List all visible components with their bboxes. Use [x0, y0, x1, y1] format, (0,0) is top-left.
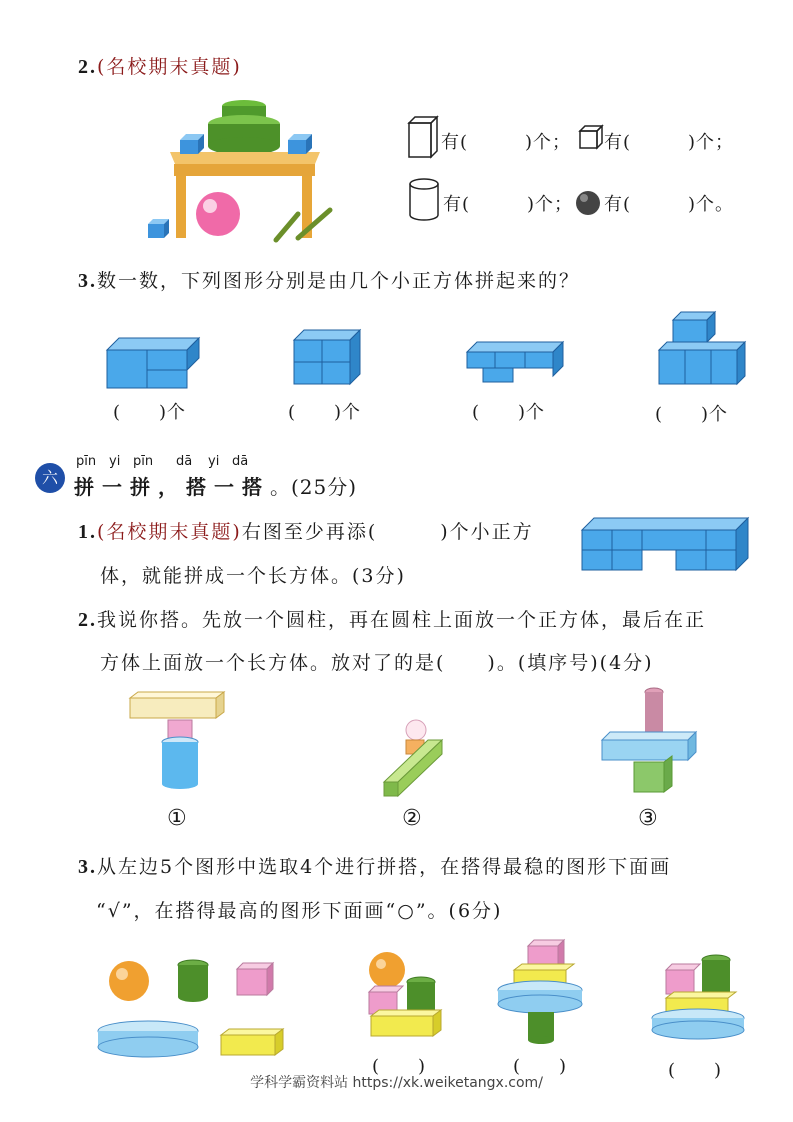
footer-watermark: 学科学霸资料站 https://xk.weiketangx.com/ — [250, 1075, 543, 1091]
pinyin-5: yi — [208, 454, 220, 469]
pinyin-1: pīn — [76, 454, 97, 469]
table-illustration — [140, 92, 340, 252]
s6q1-line1 — [78, 517, 534, 544]
q3-number: 3. — [78, 270, 97, 292]
pinyin-4: dā — [176, 454, 193, 469]
stack-b — [494, 938, 586, 1048]
stack-a — [363, 950, 443, 1042]
five-shapes — [95, 955, 295, 1065]
cube-figure-1 — [105, 330, 225, 390]
s6q1-line2: 体，就能拼成一个长方体。(3分) — [100, 565, 406, 587]
s6q1-tag: (名校期末真题) — [97, 521, 242, 543]
s6q3-answer-b[interactable]: ( ) — [513, 1056, 568, 1077]
s6q3-answer-a[interactable]: ( ) — [372, 1056, 427, 1077]
q3-answer-4[interactable]: ( )个 — [655, 404, 729, 425]
q3-answer-1[interactable]: ( )个 — [113, 402, 187, 423]
sphere-count[interactable]: 有( )个。 — [604, 194, 735, 215]
option-label-2[interactable]: ② — [402, 806, 422, 831]
s6q3-line1 — [78, 852, 671, 879]
cube-count[interactable]: 有( )个； — [604, 132, 735, 153]
cube-icon — [578, 124, 604, 150]
section-six-title — [74, 471, 357, 500]
q2-tag: (名校期末真题) — [97, 56, 242, 78]
s6q1-number: 1. — [78, 521, 97, 543]
option-label-3[interactable]: ③ — [638, 806, 658, 831]
section-six-badge: 六 — [35, 463, 65, 493]
s6q2-text1: 我说你搭。先放一个圆柱，再在圆柱上面放一个正方体，最后在正 — [97, 609, 707, 631]
s6q2-number: 2. — [78, 609, 97, 631]
cuboid-gap-figure — [580, 516, 750, 572]
section-six-title-text: 拼一拼，搭一搭 — [74, 475, 270, 499]
s6q3-answer-c[interactable]: ( ) — [668, 1060, 723, 1081]
cube-figure-3 — [465, 340, 565, 384]
pinyin-2: yi — [109, 454, 121, 469]
cube-figure-4 — [657, 310, 747, 386]
q3-answer-3[interactable]: ( )个 — [472, 402, 546, 423]
q2-heading — [78, 52, 242, 79]
cuboid-count[interactable]: 有( )个； — [441, 132, 572, 153]
q3-text: 数一数，下列图形分别是由几个小正方体拼起来的？ — [97, 270, 581, 292]
q2-number: 2. — [78, 56, 97, 78]
pinyin-3: pīn — [133, 454, 154, 469]
cube-figure-2 — [292, 326, 362, 388]
stack-option-3 — [600, 686, 700, 798]
stack-option-2 — [380, 718, 450, 800]
s6q3-text1: 从左边5个图形中选取4个进行拼搭，在搭得最稳的图形下面画 — [97, 856, 672, 878]
s6q1-text1: 右图至少再添( )个小正方 — [241, 521, 534, 543]
stack-option-1 — [128, 690, 228, 800]
section-six-score: 。(25分) — [270, 475, 358, 499]
stack-c — [648, 952, 748, 1042]
s6q3-line2: “√”，在搭得最高的图形下面画“○”。(6分) — [96, 900, 503, 922]
cylinder-count[interactable]: 有( )个； — [443, 194, 574, 215]
q3-answer-2[interactable]: ( )个 — [288, 402, 362, 423]
cylinder-icon — [407, 177, 441, 223]
s6q2-line1 — [78, 605, 706, 632]
option-label-1[interactable]: ① — [167, 806, 187, 831]
cuboid-icon — [407, 115, 439, 159]
s6q3-number: 3. — [78, 856, 97, 878]
sphere-icon — [574, 189, 602, 217]
s6q2-line2: 方体上面放一个长方体。放对了的是( )。(填序号)(4分) — [100, 652, 654, 674]
pinyin-6: dā — [232, 454, 249, 469]
q3-heading — [78, 266, 580, 293]
